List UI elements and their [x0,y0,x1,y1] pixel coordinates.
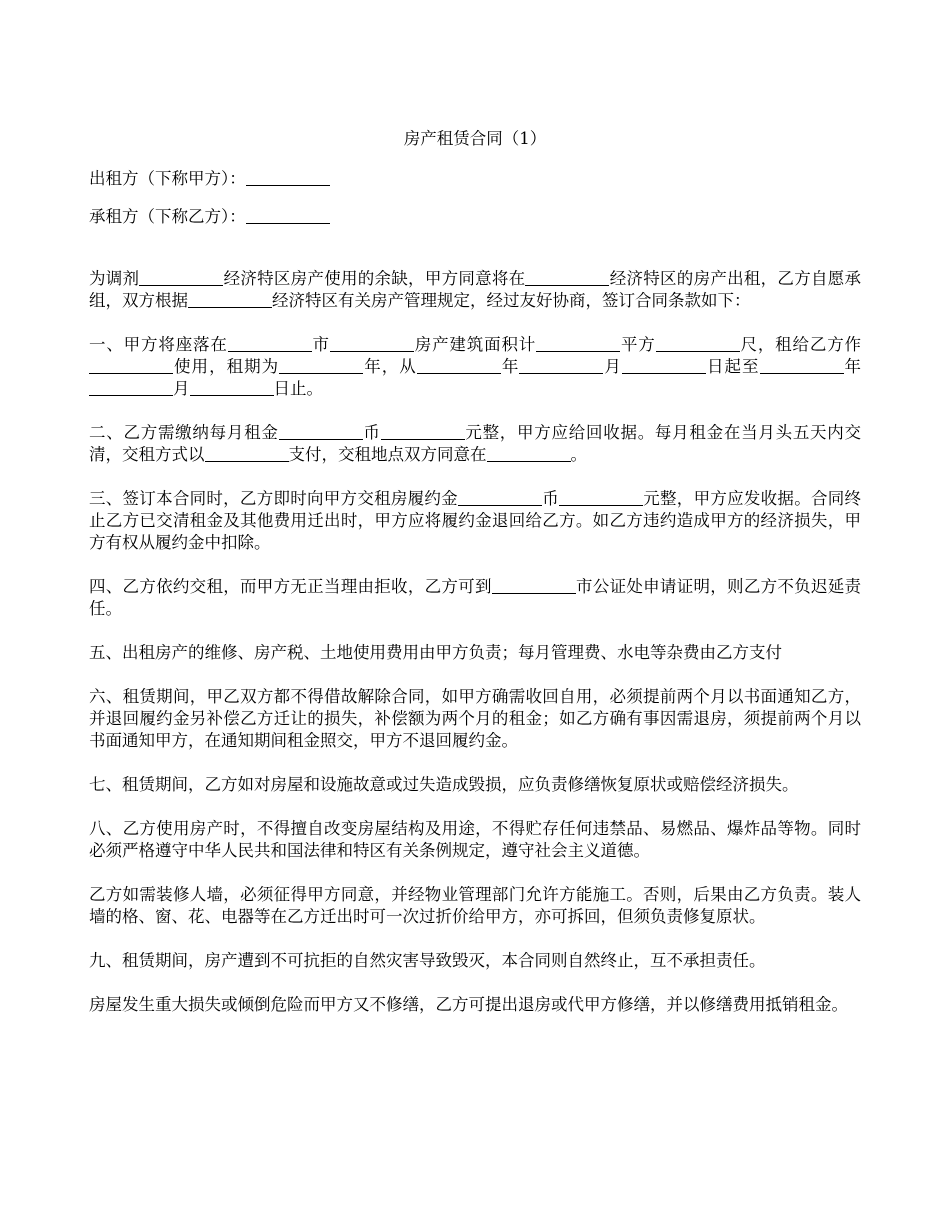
paragraph-text: 元整，甲方应发收据。合同终止乙方已交清租金及其他费用迁出时，甲方应将履约金退回给乙方。如乙方违约造成甲方的经济损失，甲方有权从履约金中扣除。 [89,489,862,552]
fill-in-blank [139,269,223,286]
lessor-label: 出租方（下称甲方）： [89,169,246,188]
contract-title: 房产租赁合同（1） [403,129,547,148]
paragraph-text: 四、乙方依约交租，而甲方无正当理由拒收，乙方可到 [89,577,492,596]
fill-in-blank [760,357,844,374]
fill-in-blank [89,379,173,396]
paragraph-intro [89,268,861,312]
lessee-blank [246,207,330,224]
fill-in-blank [525,269,609,286]
paragraph-clause-7 [89,774,861,796]
paragraph-clause-3 [89,488,861,554]
paragraph-text: 日起至 [705,357,760,376]
paragraph-clause-5 [89,642,861,664]
paragraph-text: 月 [603,357,622,376]
paragraph-text: 六、租赁期间，甲乙双方都不得借故解除合同，如甲方确需收回自用，必须提前两个月以书面通知乙方，并退回履约金另补偿乙方迁让的损失，补偿额为两个月的租金；如乙方确有事因需退房，须提前两个月以书面通知甲方，在通知期间租金照交，甲方不退回履约金。 [89,687,861,750]
lessee-line [89,206,861,228]
paragraph-text: 年 [843,357,862,376]
fill-in-blank [381,423,465,440]
paragraph-clause-6 [89,686,861,752]
paragraph-text: 经济特区的房产出租，乙方自愿承组，双方根据 [89,269,862,310]
paragraph-text: 元整，甲方应给回收据。每月租金在当月头五天内交清，交租方式以 [89,423,862,464]
paragraph-text: 七、租赁期间，乙方如对房屋和设施故意或过失造成毁损，应负责修缮恢复原状或赔偿经济损失。 [89,775,799,794]
paragraph-clause-4 [89,576,861,620]
paragraph-text: 币 [362,423,381,442]
paragraph-text: 一、甲方将座落在 [89,335,228,354]
fill-in-blank [417,357,501,374]
paragraph-text: 。 [570,445,587,464]
paragraph-text: 房产建筑面积计 [413,335,537,354]
paragraph-text: 平方 [620,335,656,354]
paragraph-text: 为调剂 [89,269,140,288]
fill-in-blank [622,357,706,374]
paragraph-text: 乙方如需装修人墙，必须征得甲方同意，并经物业管理部门允许方能施工。否则，后果由乙方负责。装人墙的格、窗、花、电器等在乙方迁出时可一次过折价给甲方，亦可拆回，但须负责修复原状。 [89,885,861,926]
paragraph-text: 使用，租期为 [173,357,280,376]
paragraph-text: 五、出租房产的维修、房产税、土地使用费用由甲方负责；每月管理费、水电等杂费由乙方支付 [89,643,782,662]
paragraph-text: 三、签订本合同时，乙方即时向甲方交租房履约金 [89,489,458,508]
fill-in-blank [519,357,603,374]
contract-body [89,268,861,1016]
paragraph-text: 经济特区房产使用的余缺，甲方同意将在 [223,269,526,288]
fill-in-blank [205,445,289,462]
fill-in-blank [279,423,363,440]
paragraph-text: 支付，交租地点双方同意在 [288,445,487,464]
lessor-blank [246,169,330,186]
fill-in-blank [89,357,173,374]
paragraph-text: 币 [541,489,559,508]
fill-in-blank [279,357,363,374]
paragraph-clause-9 [89,950,861,972]
fill-in-blank [228,335,312,352]
fill-in-blank [536,335,620,352]
paragraph-clause-9-b [89,994,861,1016]
lessor-line [89,168,861,190]
paragraph-text: 市公证处申请证明，则乙方不负迟延责任。 [89,577,862,618]
fill-in-blank [330,335,414,352]
contract-page [89,128,861,1038]
paragraph-text: 月 [173,379,190,398]
paragraph-clause-2 [89,422,861,466]
fill-in-blank [487,445,571,462]
paragraph-clause-1 [89,334,861,400]
fill-in-blank [458,489,542,506]
fill-in-blank [190,379,274,396]
paragraph-text: 年，从 [363,357,417,376]
paragraph-text: 经济特区有关房产管理规定，经过友好协商，签订合同条款如下： [272,291,751,310]
paragraph-clause-8 [89,818,861,862]
fill-in-blank [188,291,272,308]
fill-in-blank [492,577,576,594]
fill-in-blank [656,335,740,352]
paragraph-text: 日止。 [273,379,323,398]
paragraph-text: 九、租赁期间，房产遭到不可抗拒的自然灾害导致毁灭，本合同则自然终止，互不承担责任。 [89,951,766,970]
paragraph-text: 二、乙方需缴纳每月租金 [89,423,279,442]
paragraph-clause-8-b [89,884,861,928]
paragraph-text: 八、乙方使用房产时，不得擅自改变房屋结构及用途，不得贮存任何违禁品、易燃品、爆炸品等物。同时必须严格遵守中华人民共和国法律和特区有关条例规定，遵守社会主义道德。 [89,819,861,860]
fill-in-blank [559,489,643,506]
paragraph-text: 市 [311,335,330,354]
paragraph-text: 房屋发生重大损失或倾倒危险而甲方又不修缮，乙方可提出退房或代甲方修缮，并以修缮费用抵销租金。 [89,995,848,1014]
lessee-label: 承租方（下称乙方）： [89,207,246,226]
paragraph-text: 尺，租给乙方作 [739,335,862,354]
paragraph-text: 年 [500,357,520,376]
